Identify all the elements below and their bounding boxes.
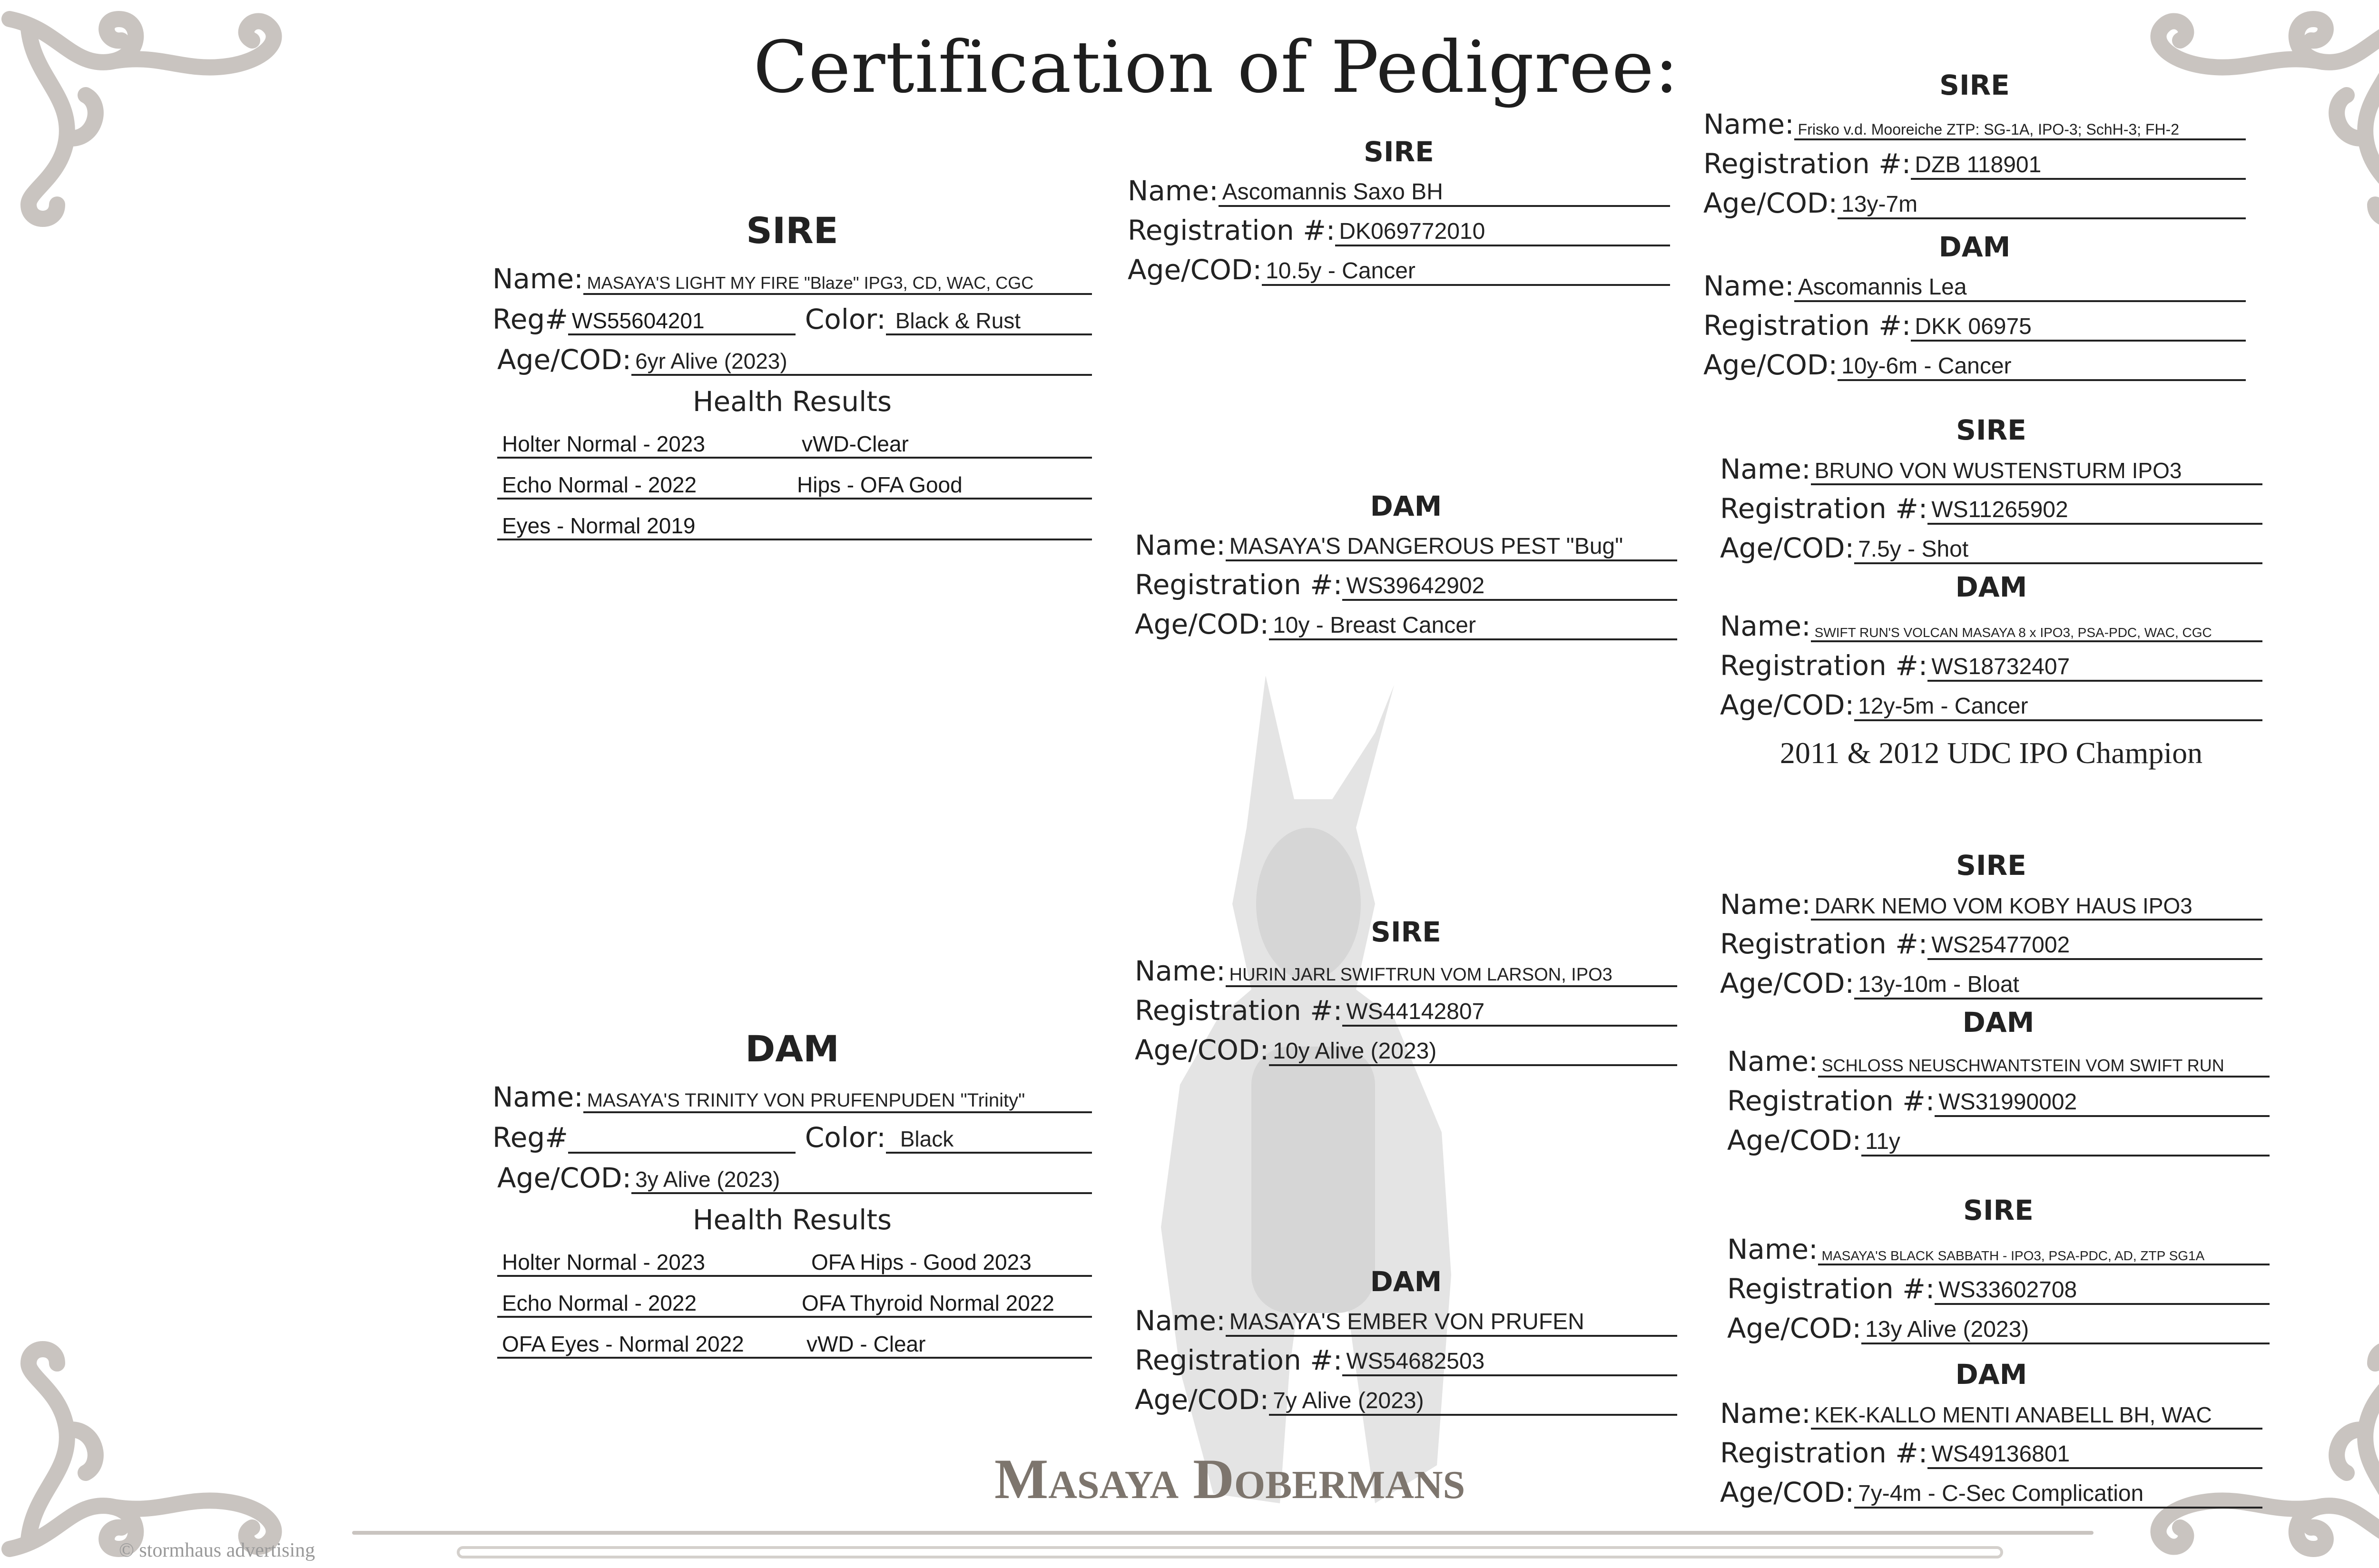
name-label: Name: [1727,1233,1818,1265]
gen3-sire-3-header: SIRE [1956,849,2026,882]
health-item: Echo Normal - 2022 [502,472,697,497]
registration-label: Registration #: [1720,1437,1928,1469]
bottom-rule [352,1531,2094,1535]
gen3-sire-2 [1720,414,2262,564]
health-item: OFA Hips - Good 2023 [811,1250,1032,1274]
registration-label: Registration #: [1727,1085,1935,1117]
gen3-dam-3-header: DAM [1962,1006,2035,1039]
gen3-sire-2-name: BRUNO VON WUSTENSTURM IPO3 [1811,458,2262,485]
swirl-ornament-icon-bottom-left [0,1302,314,1568]
gen3-sire-1-name: Frisko v.d. Mooreiche ZTP: SG-1A, IPO-3; SchH-3; FH-2 [1794,121,2246,140]
health-item: Holter Normal - 2023 [502,1250,705,1274]
gen3-sire-3 [1720,849,2262,1000]
gen3-dam-1-name: Ascomannis Lea [1794,274,2246,302]
gen2-dam-2-name: MASAYA'S EMBER VON PRUFEN [1226,1309,1677,1337]
subject-dam-reg [568,1123,796,1154]
age-label: Age/COD: [1720,1476,1855,1509]
gen3-dam-4 [1720,1358,2262,1509]
health-item: OFA Eyes - Normal 2022 [502,1332,744,1356]
age-label: Age/COD: [1727,1124,1862,1156]
age-label: Age/COD: [1703,187,1838,219]
subject-sire-reg: WS55604201 [568,308,796,335]
registration-label: Registration #: [1720,649,1928,682]
health-item: Echo Normal - 2022 [502,1291,697,1315]
health-item: Holter Normal - 2023 [502,431,705,456]
gen3-dam-2 [1720,571,2262,771]
health-row [497,1277,1092,1318]
health-results-title: Health Results [692,385,892,418]
name-label: Name: [492,263,583,295]
reg-label: Reg# [492,303,568,335]
name-label: Name: [1128,175,1219,207]
registration-label: Registration #: [1135,568,1343,601]
name-label: Name: [1703,108,1794,140]
gen2-dam-1-header: DAM [1370,490,1442,522]
age-label: Age/COD: [1727,1312,1862,1344]
gen3-dam-3-reg: WS31990002 [1935,1089,2270,1117]
subject-sire-name: MASAYA'S LIGHT MY FIRE "Blaze" IPG3, CD, WAC, CGC [583,273,1092,295]
gen3-sire-3-reg: WS25477002 [1927,932,2262,960]
registration-label: Registration #: [1128,214,1336,246]
name-label: Name: [1720,453,1811,485]
health-row [497,500,1092,540]
gen3-dam-4-reg: WS49136801 [1927,1441,2262,1469]
champion-note: 2011 & 2012 UDC IPO Champion [1779,736,2203,770]
gen3-dam-2-name: SWIFT RUN'S VOLCAN MASAYA 8 x IPO3, PSA-PDC, WAC, CGC [1811,625,2262,642]
page-title: Certification of Pedigree: [753,26,1679,109]
registration-label: Registration #: [1703,309,1911,342]
subject-dam-name: MASAYA'S TRINITY VON PRUFENPUDEN "Trinity" [583,1090,1092,1113]
name-label: Name: [1703,270,1794,302]
bottom-rule-inner [457,1546,2003,1558]
health-item: Hips - OFA Good [797,472,963,497]
gen2-sire-2-reg: WS44142807 [1342,999,1677,1027]
gen2-sire-1-age: 10.5y - Cancer [1262,258,1670,286]
name-label: Name: [1135,529,1226,561]
gen3-dam-1-header: DAM [1938,231,2011,263]
gen3-sire-1-header: SIRE [1939,69,2010,101]
age-label: Age/COD: [1720,532,1855,564]
age-label: Age/COD: [1135,608,1269,640]
health-item: vWD - Clear [806,1332,926,1356]
gen3-dam-2-reg: WS18732407 [1927,654,2262,682]
health-item: vWD-Clear [802,431,909,456]
gen2-sire-1-reg: DK069772010 [1335,218,1670,246]
age-label: Age/COD: [1135,1383,1269,1416]
name-label: Name: [1135,955,1226,987]
gen3-sire-4 [1727,1194,2270,1344]
subject-dam-age: 3y Alive (2023) [631,1166,1092,1194]
name-label: Name: [1727,1045,1818,1078]
health-row [497,418,1092,459]
credit-text: © stormhaus advertising [119,1539,315,1561]
gen3-dam-1-reg: DKK 06975 [1911,314,2246,342]
gen3-sire-2-age: 7.5y - Shot [1854,536,2262,564]
kennel-name: Masaya Dobermans [994,1447,1465,1510]
gen2-dam-1 [1135,490,1677,640]
gen2-sire-2-name: HURIN JARL SWIFTRUN VOM LARSON, IPO3 [1226,965,1677,987]
registration-label: Registration #: [1720,928,1928,960]
reg-label: Reg# [492,1121,568,1154]
age-label: Age/COD: [497,343,632,376]
gen3-sire-4-age: 13y Alive (2023) [1861,1316,2270,1344]
gen2-sire-2-age: 10y Alive (2023) [1269,1038,1677,1066]
gen2-sire-2-header: SIRE [1371,916,1441,948]
gen2-sire-1-header: SIRE [1364,136,1434,168]
gen2-sire-1 [1128,136,1670,286]
gen3-dam-3 [1727,1006,2270,1156]
age-label: Age/COD: [1128,254,1262,286]
age-label: Age/COD: [1720,689,1855,721]
age-label: Age/COD: [497,1162,632,1194]
color-label: Color: [805,1121,886,1154]
name-label: Name: [1720,610,1811,642]
gen2-sire-2 [1135,916,1677,1066]
subject-sire-age: 6yr Alive (2023) [631,348,1092,376]
gen3-dam-3-name: SCHLOSS NEUSCHWANTSTEIN VOM SWIFT RUN [1818,1056,2270,1078]
gen3-dam-4-name: KEK-KALLO MENTI ANABELL BH, WAC [1811,1402,2262,1430]
gen2-dam-1-reg: WS39642902 [1342,573,1677,601]
gen3-dam-1-age: 10y-6m - Cancer [1838,353,2246,381]
gen2-sire-1-name: Ascomannis Saxo BH [1219,179,1670,207]
name-label: Name: [1720,1397,1811,1430]
gen3-dam-2-header: DAM [1955,571,2027,603]
gen3-sire-1-age: 13y-7m [1838,191,2246,219]
subject-dam-block [492,1028,1092,1359]
gen3-sire-4-reg: WS33602708 [1935,1277,2270,1305]
age-label: Age/COD: [1703,349,1838,381]
health-item: Eyes - Normal 2019 [502,513,696,538]
subject-dam-color: Black [886,1126,1092,1154]
health-results-title: Health Results [692,1204,892,1236]
gen3-dam-2-age: 12y-5m - Cancer [1854,693,2262,721]
health-row [497,1236,1092,1277]
gen3-sire-1 [1703,69,2246,219]
health-item: OFA Thyroid Normal 2022 [802,1291,1054,1315]
registration-label: Registration #: [1720,492,1928,525]
age-label: Age/COD: [1720,967,1855,1000]
registration-label: Registration #: [1135,1344,1343,1376]
gen3-dam-1 [1703,231,2246,381]
age-label: Age/COD: [1135,1034,1269,1066]
gen2-dam-1-name: MASAYA'S DANGEROUS PEST "Bug" [1226,533,1677,561]
registration-label: Registration #: [1135,994,1343,1027]
name-label: Name: [1135,1304,1226,1337]
subject-dam-header: DAM [745,1028,839,1070]
gen2-dam-2-age: 7y Alive (2023) [1269,1388,1677,1416]
gen2-dam-2-header: DAM [1370,1265,1442,1298]
color-label: Color: [805,303,886,335]
gen3-sire-1-reg: DZB 118901 [1911,152,2246,180]
gen2-dam-2-reg: WS54682503 [1342,1348,1677,1376]
gen3-sire-3-age: 13y-10m - Bloat [1854,971,2262,1000]
health-row [497,1318,1092,1359]
subject-sire-block [492,209,1092,540]
gen3-sire-2-reg: WS11265902 [1927,497,2262,525]
gen3-dam-4-age: 7y-4m - C-Sec Complication [1854,1480,2262,1509]
health-row [497,459,1092,500]
name-label: Name: [1720,888,1811,921]
gen3-sire-2-header: SIRE [1956,414,2026,446]
subject-sire-header: SIRE [746,209,838,252]
gen2-dam-2 [1135,1265,1677,1416]
registration-label: Registration #: [1703,147,1911,180]
subject-sire-color: Black & Rust [886,308,1092,335]
registration-label: Registration #: [1727,1273,1935,1305]
gen3-sire-4-name: MASAYA'S BLACK SABBATH - IPO3, PSA-PDC, AD, ZTP SG1A [1818,1248,2270,1265]
gen3-sire-4-header: SIRE [1963,1194,2034,1226]
gen3-sire-3-name: DARK NEMO VOM KOBY HAUS IPO3 [1811,893,2262,921]
gen3-dam-4-header: DAM [1955,1358,2027,1391]
name-label: Name: [492,1081,583,1113]
gen3-dam-3-age: 11y [1861,1128,2270,1156]
gen2-dam-1-age: 10y - Breast Cancer [1269,612,1677,640]
